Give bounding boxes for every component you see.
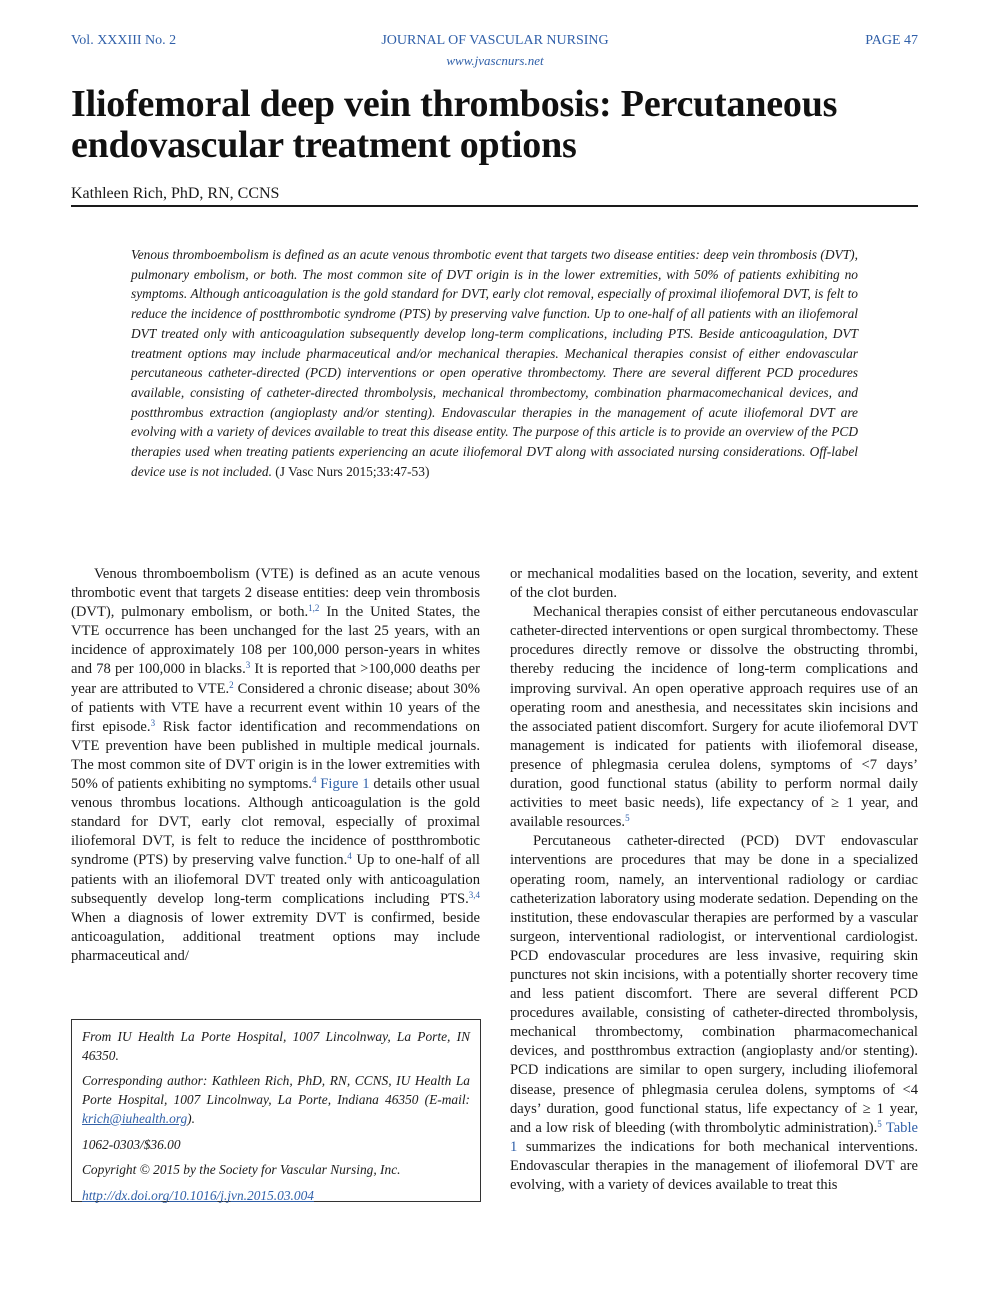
journal-name: JOURNAL OF VASCULAR NURSING bbox=[381, 33, 609, 48]
table-link[interactable]: Table 1 bbox=[510, 1119, 919, 1155]
body-paragraph bbox=[510, 603, 918, 832]
article-title: Iliofemoral deep vein thrombosis: Percutaneous endovascular treatment options bbox=[71, 83, 838, 166]
journal-url-link[interactable]: www.jvascnurs.net bbox=[446, 53, 544, 68]
body-text: details other usual venous thrombus locations. Although anticoagulation is the gold standard for DVT, early clot removal, especially of proximal iliofemoral DVT, is felt to reduce the incidence of postthrombotic syndrome (PTS) by preserving valve function. bbox=[71, 776, 480, 869]
corresponding-text: Corresponding author: Kathleen Rich, PhD, RN, CCNS, IU Health La Porte Hospital, 1007 Lincolnway, La Porte, Indiana 46350 (E-mail: bbox=[82, 1073, 470, 1108]
body-paragraph: or mechanical modalities based on the location, severity, and extent of the clot burden. bbox=[510, 566, 918, 602]
figure-link[interactable]: Figure 1 bbox=[320, 776, 370, 793]
title-divider bbox=[71, 205, 918, 207]
reference-link[interactable]: 5 bbox=[877, 1118, 882, 1129]
body-column-left bbox=[71, 565, 480, 966]
reference-link[interactable]: 4 bbox=[347, 851, 352, 862]
body-column-right bbox=[510, 565, 918, 1195]
body-text: Risk factor identification and recommendations on VTE prevention have been published in multiple medical journals. The most common site of DVT origin is in the lower extremities with 50% of patients exhibiting no symptoms. bbox=[71, 718, 480, 793]
doi-link[interactable]: http://dx.doi.org/10.1016/j.jvn.2015.03.004 bbox=[82, 1187, 314, 1203]
email-link[interactable]: krich@iuhealth.org bbox=[82, 1110, 188, 1126]
page-number: PAGE 47 bbox=[865, 33, 918, 48]
body-text: Venous thromboembolism (VTE) is defined as an acute venous thrombotic event that targets 2 disease entities: deep vein thrombosis (DVT), pulmonary embolism, or both. bbox=[71, 566, 480, 621]
copyright-note: Copyright © 2015 by the Society for Vascular Nursing, Inc. bbox=[82, 1162, 401, 1178]
reference-link[interactable]: 5 bbox=[625, 813, 630, 824]
author-line: Kathleen Rich, PhD, RN, CCNS bbox=[71, 185, 280, 202]
reference-link[interactable]: 1,2 bbox=[308, 603, 320, 614]
corresponding-author-note bbox=[82, 1072, 470, 1128]
article-info-box bbox=[71, 1019, 481, 1202]
reference-link[interactable]: 3,4 bbox=[468, 889, 480, 900]
body-text: It is reported that >100,000 deaths per year are attributed to VTE. bbox=[71, 661, 480, 697]
abstract-citation: (J Vasc Nurs 2015;33:47-53) bbox=[275, 463, 430, 479]
reference-link[interactable]: 3 bbox=[150, 717, 156, 728]
volume-label: Vol. XXXIII No. 2 bbox=[71, 33, 177, 48]
body-text: Percutaneous catheter-directed (PCD) DVT endovascular interventions are procedures that may be done in a specialized operating room, namely, an interventional radiology or cardiac catheterization laboratory using moderate sedation. Depending on the institution, these endovascular therapies are performed by a vascular surgeon, interventional radiologist, or interventional cardiologist. PCD endovascular procedures are less invasive, requiring skin punctures not skin incisions, with a potentially shorter recovery time and less patient discomfort. There are several different PCD procedures available, consisting of catheter-directed thrombolysis, mechanical thrombectomy, combination pharmacomechanical devices, and postthrombus extraction (angioplasty and/or stenting). PCD indications are similar to open surgery, including iliofemoral disease, presence of phlegmasia cerulea dolens, symptoms of <4 days’ duration, good functional status, life expectancy of ≥ 1 year, and a low risk of bleeding (with thrombolytic administration). bbox=[510, 833, 918, 1136]
reference-link[interactable]: 2 bbox=[229, 679, 234, 690]
body-text: Up to one-half of all patients with an iliofemoral DVT treated only with anticoagulation subsequently develop long-term complications including PTS. bbox=[71, 852, 480, 907]
body-text: When a diagnosis of lower extremity DVT is confirmed, beside anticoagulation, additional treatment options may include pharmaceutical and/ bbox=[71, 909, 480, 964]
reference-link[interactable]: 3 bbox=[245, 660, 251, 671]
doi-line bbox=[82, 1187, 470, 1206]
body-text: In the United States, the VTE occurrence has been unchanged for the last 25 years, with an incidence of approximately 108 per 100,000 person-years in whites and 78 per 100,000 in blacks. bbox=[71, 604, 480, 678]
body-paragraph bbox=[71, 565, 480, 966]
issn-price: 1062-0303/$36.00 bbox=[82, 1136, 181, 1152]
abstract bbox=[131, 245, 858, 481]
reference-link[interactable]: 4 bbox=[311, 775, 317, 786]
corresponding-text: ). bbox=[187, 1110, 195, 1126]
affiliation-note: From IU Health La Porte Hospital, 1007 Lincolnway, La Porte, IN 46350. bbox=[82, 1029, 470, 1063]
body-text: summarizes the indications for both mechanical interventions. Endovascular therapies in the management of iliofemoral DVT are evolving, with a variety of devices available to treat this bbox=[510, 1138, 918, 1193]
body-text: Considered a chronic disease; about 30% of patients with VTE have a recurrent event within 10 years of the first episode. bbox=[71, 680, 480, 735]
body-paragraph bbox=[510, 832, 918, 1195]
body-text: Mechanical therapies consist of either percutaneous endovascular catheter-directed interventions or open surgical thrombectomy. These procedures directly remove or dissolve the obstructing thrombi, thereby reducing the incidence of long-term complications and improving survival. An open operative approach requires use of an operating room and anesthesia, and necessitates skin incisions and the associated patient discomfort. Surgery for acute iliofemoral DVT management is indicated for patients with iliofemoral disease, presence of phlegmasia cerulea dolens, symptoms of <7 days’ duration, good functional status (ability to perform normal daily activities to meet basic needs), life expectancy of ≥ 1 year, and available resources. bbox=[510, 604, 918, 831]
abstract-text: Venous thromboembolism is defined as an acute venous thrombotic event that targets two disease entities: deep vein thrombosis (DVT), pulmonary embolism, or both. The most common site of DVT origin is in the lower extremities, with 50% of patients exhibiting no symptoms. Although anticoagulation is the gold standard for DVT, early clot removal, especially of proximal iliofemoral DVT, is felt to reduce the incidence of postthrombotic syndrome (PTS) by preserving valve function. Up to one-half of all patients with an iliofemoral DVT treated only with anticoagulation subsequently develop long-term complications, including PTS. Beside anticoagulation, DVT treatment options may include pharmaceutical and/or mechanical therapies. Mechanical therapies consist of either endovascular percutaneous catheter-directed (PCD) interventions or open operative thrombectomy. There are several different PCD procedures available, consisting of catheter-directed thrombolysis, mechanical thrombectomy, combination pharmacomechanical devices, and postthrombus extraction (angioplasty and/or stenting). Endovascular therapies in the management of acute iliofemoral DVT are evolving with a variety of devices available to treat this disease entity. The purpose of this article is to provide an overview of the PCD therapies used when treating patients experiencing an acute iliofemoral DVT along with associated nursing considerations. Off-label device use is not included. bbox=[131, 247, 858, 479]
